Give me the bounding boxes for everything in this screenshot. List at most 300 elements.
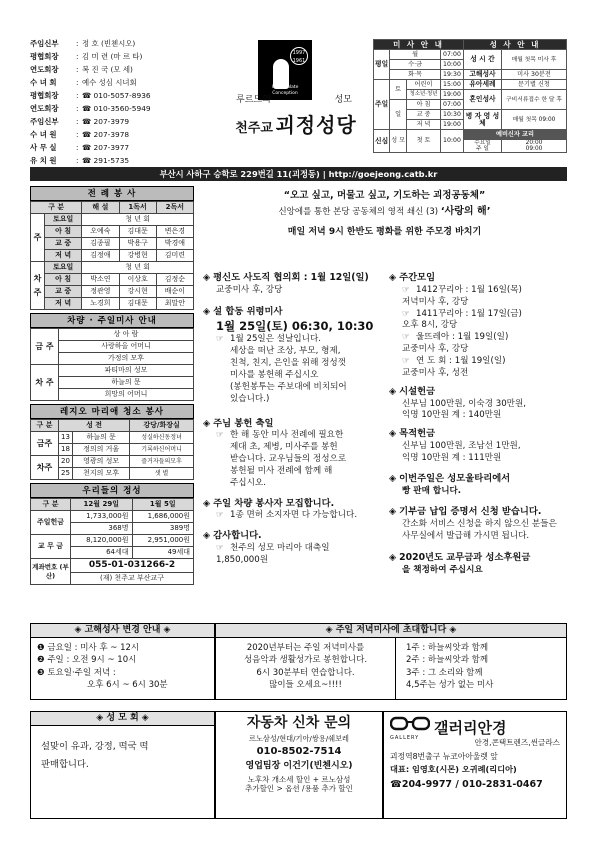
gallery-items: 안경,콘택트렌즈,썬글라스	[474, 737, 560, 747]
liturgy-col: 해 설	[82, 202, 119, 214]
staff-value: ☎ 207-3979	[82, 117, 130, 127]
sched-day: 어린이	[407, 80, 441, 90]
liturgy-reader: 김대문	[119, 226, 156, 238]
catechumen-header: 예비신자 교리	[463, 130, 566, 140]
pointing-hand-icon: ☞	[216, 510, 224, 521]
catechumen-days: 수요일 주 일	[463, 140, 501, 153]
news-item	[203, 418, 378, 490]
offering-count: 368명	[71, 523, 133, 535]
pointing-hand-icon	[216, 466, 228, 478]
news-hand-line	[389, 356, 567, 368]
news-item	[389, 506, 567, 543]
liturgy-mass: 저 녁	[45, 298, 82, 310]
news-title-text: 평신도 사도직 협의회 : 1월 12일(일)	[213, 272, 369, 283]
sched-time: 10:30	[440, 110, 463, 120]
staff-colon: :	[76, 52, 79, 62]
staff-role: 평협회장	[30, 91, 59, 101]
subtitle-pre: 루르드의	[236, 95, 271, 105]
weekday-label: 평일	[374, 50, 390, 80]
pointing-hand-icon: ☞	[216, 430, 224, 441]
pointing-hand-icon	[216, 442, 228, 454]
staff-row	[30, 64, 240, 77]
staff-colon: :	[76, 78, 79, 88]
news-line: 한 해 동안 미사 전례에 필요한	[230, 430, 344, 441]
news-hand-line	[203, 370, 378, 382]
staff-row	[30, 129, 240, 142]
news-line: 교중미사 후, 성전	[402, 367, 469, 378]
diamond-icon: ◈	[203, 530, 211, 542]
staff-row	[30, 142, 240, 155]
mothers-society-title: ◈ 성 모 회 ◈	[30, 711, 215, 726]
news-line: 익명 10만원 계 : 140만원	[402, 410, 502, 421]
sacrament-label: 혼인성사	[463, 90, 501, 110]
liturgy-reader: 김대문	[119, 298, 156, 310]
cleaning-church: 정의의 거울	[73, 444, 130, 456]
change-line: ❷ 주일 : 오전 9시 ~ 10시	[37, 655, 137, 666]
pointing-hand-icon	[216, 394, 228, 406]
news-item	[203, 272, 378, 297]
news-title-text: 2020년도 교무금과 성소후원금	[399, 552, 531, 564]
pointing-hand-icon: ☞	[402, 355, 410, 366]
diamond-icon: ◈	[203, 272, 211, 283]
liturgy-reader: 오예숙	[82, 226, 119, 238]
staff-value: ☎ 010-5057-8936	[82, 91, 151, 101]
quote-line-2: 신앙에를 통한 본당 공동체의 영적 쇄신 (3) ‘사랑의 해’	[278, 206, 491, 218]
confession-change-body	[30, 638, 215, 700]
diamond-icon: ◈	[389, 385, 397, 397]
title-prefix: 천주교	[235, 121, 273, 136]
staff-colon: :	[76, 39, 79, 49]
news-line: 신부님 100만원, 조남선 1만원,	[402, 441, 521, 452]
sacrament-value: 매월 첫목 미사 후	[501, 50, 566, 70]
news-hand-line	[203, 466, 378, 478]
pointing-hand-icon	[216, 382, 228, 394]
news-right	[389, 272, 567, 581]
staff-value: ☎ 010-3560-5949	[82, 104, 151, 114]
mothers-society-box	[30, 711, 215, 819]
liturgy-reader: 강병현	[119, 250, 156, 262]
staff-row	[30, 51, 240, 64]
pointing-hand-icon: ☞	[216, 543, 224, 554]
staff-colon: :	[76, 156, 79, 166]
staff-role: 수 녀 회	[30, 78, 57, 88]
church-logo	[258, 40, 312, 100]
offering-col: 12월 29일	[71, 499, 133, 511]
address-bar: 부산시 사하구 승학로 229번길 11(괴정동) | http://goejeong.catb.kr	[30, 167, 567, 181]
liturgy-table	[30, 201, 194, 310]
news-line: 신부님 100만원, 이숙경 30만원,	[402, 398, 527, 409]
sunday-label: 주일	[374, 80, 390, 130]
news-hand-line	[203, 510, 378, 522]
left-column	[30, 186, 194, 585]
news-hand-line	[203, 334, 378, 346]
sched-day: 화·목	[390, 70, 441, 80]
pointing-hand-icon	[216, 370, 228, 382]
news-hand-line	[203, 454, 378, 466]
subtitle-post: 성모	[334, 95, 352, 105]
news-item	[203, 306, 378, 406]
news-line: 미사를 봉헌해 주십시오	[230, 369, 319, 380]
liturgy-mass: 아 침	[45, 274, 82, 286]
diamond-icon: ◈	[203, 305, 211, 317]
offering-amount: 1,686,000원	[132, 511, 194, 523]
car-note-1: 노후차 개소세 할인 + 르노삼성	[247, 775, 351, 785]
news-title	[203, 418, 378, 431]
confession-change-box	[30, 623, 215, 700]
staff-colon: :	[76, 130, 79, 140]
news-title-text: 주간모임	[399, 272, 436, 283]
liturgy-reader: 강시현	[119, 286, 156, 298]
news-line: 친척, 친지, 은인을 위해 정성껏	[230, 358, 347, 369]
news-highlight: 1월 25일(토) 06:30, 10:30	[216, 318, 374, 333]
news-item	[389, 386, 567, 423]
church-subtitle	[214, 95, 374, 106]
news-title	[389, 473, 567, 486]
cleaning-date: 20	[59, 456, 73, 468]
liturgy-saturday-label: 토요일	[45, 262, 82, 274]
cleaning-col: 강당/화장실	[130, 420, 194, 432]
car-person: 영업팀장 이건기(빈첸시오)	[245, 761, 353, 772]
news-line: 1412꾸리아 : 1월 16일(목)	[416, 284, 522, 295]
news-title-text: 주일 차량 봉사자 모집합니다.	[213, 497, 335, 509]
cleaning-date: 18	[59, 444, 73, 456]
mass-info-header: 미 사 안 내	[374, 40, 464, 50]
sunday-evening-title: ◈ 주일 저녁미사에 초대합니다 ◈	[215, 623, 567, 638]
news-title-text: 시설헌금	[399, 385, 436, 397]
change-line: ❶ 금요일 : 미사 후 ~ 12시	[37, 643, 140, 653]
news-title	[389, 272, 567, 285]
sacrament-value: 미사 30분전	[501, 70, 566, 80]
news-subtitle: 빵 판매 합니다.	[402, 485, 462, 496]
car-ad-title: 자동차 신차 문의	[246, 715, 352, 731]
news-hand-line	[203, 394, 378, 406]
sacrament-label: 성 시 간	[463, 50, 501, 70]
sacrament-value: 구비서류접수 한 달 후	[501, 90, 566, 110]
liturgy-reader: 노경희	[82, 298, 119, 310]
car-note-2: 추가할인 > 옵션 /용품 추가 할인	[245, 784, 353, 794]
staff-role: 사 무 실	[30, 143, 57, 153]
sched-day: 수·금	[390, 60, 441, 70]
confession-change-title: ◈ 고해성사 변경 안내 ◈	[30, 623, 215, 638]
anniversary-seal: 1997 1961	[290, 47, 308, 65]
news-title	[203, 498, 378, 511]
liturgy-reader: 박경애	[156, 238, 193, 250]
pointing-hand-icon: ☞	[402, 308, 410, 319]
news-title-text: 목적헌금	[399, 428, 436, 440]
liturgy-saturday-value: 청 년 회	[82, 214, 194, 226]
sched-time: 15:00	[440, 80, 463, 90]
sched-day: 아 침	[407, 100, 441, 110]
cleaning-next-label: 차주	[31, 456, 59, 480]
sched-day: 월	[390, 50, 441, 60]
staff-colon: :	[76, 104, 79, 114]
sched-time: 19:30	[440, 70, 463, 80]
offering-amount: 8,120,000원	[71, 535, 133, 547]
liturgy-mass: 교 중	[45, 238, 82, 250]
news-title	[389, 506, 567, 519]
sinsim-day: 첫 토	[407, 130, 441, 153]
pointing-hand-icon	[216, 454, 228, 466]
diamond-icon: ◈	[203, 417, 211, 429]
news-hand-line	[203, 430, 378, 442]
liturgy-reader: 김정순	[156, 274, 193, 286]
news-title-text: 기부금 납입 증명서 신청 받습니다.	[399, 506, 542, 518]
vehicle-this-item: 사랑하올 어머니	[59, 341, 194, 353]
news-line: 저녁미사 후, 강당	[402, 296, 469, 307]
cleaning-hall: 샛 별	[130, 468, 194, 480]
car-phone: 010-8502-7514	[256, 746, 342, 758]
staff-row	[30, 38, 240, 51]
staff-value: 예수 성심 시녀회	[82, 78, 137, 88]
news-line: 있습니다.)	[230, 393, 270, 404]
news-item	[389, 473, 567, 498]
offering-title: 우리들의 정성	[30, 483, 194, 498]
vehicle-table	[30, 328, 194, 401]
news-title-text: 감사합니다.	[213, 530, 262, 542]
news-item	[203, 498, 378, 523]
pointing-hand-icon: ☞	[402, 332, 410, 343]
sinsim-label: 신심	[374, 130, 390, 153]
catechumen-times: 20:00 09:00	[501, 140, 566, 153]
pointing-hand-icon: ☞	[216, 334, 224, 345]
news-hand-line	[203, 346, 378, 358]
diamond-icon: ◈	[389, 506, 397, 518]
news-item	[389, 552, 567, 577]
staff-role: 수 녀 원	[30, 130, 57, 140]
car-brands: 르노삼성/현대/기아/쌍용/쉐보레	[249, 733, 349, 743]
sunday-evening-body	[215, 638, 567, 700]
gallery-sub: GALLERY	[390, 734, 420, 741]
diamond-icon: ◈	[389, 272, 397, 283]
staff-role: 유 치 원	[30, 156, 57, 166]
theme-quote	[207, 190, 562, 238]
liturgy-col: 2독서	[156, 202, 193, 214]
liturgy-week-label: 주	[31, 214, 45, 262]
news-title-text: 설 합동 위령미사	[213, 305, 283, 317]
staff-row	[30, 116, 240, 129]
staff-role: 연도회장	[30, 65, 59, 75]
staff-value: ☎ 207-3977	[82, 143, 130, 153]
offering-count: 389명	[132, 523, 194, 535]
news-line: 제대 초, 제병, 미사주를 봉헌	[230, 442, 338, 453]
sched-time: 10:00	[440, 60, 463, 70]
vehicle-this-item: 상 아 람	[59, 329, 194, 341]
news-line: 1,850,000원	[216, 555, 269, 566]
cleaning-col: 성 전	[59, 420, 130, 432]
staff-role: 주임신부	[30, 39, 59, 49]
staff-role: 평협회장	[30, 52, 59, 62]
staff-colon: :	[76, 65, 79, 75]
news-line: 1종 면허 소지자면 다 가능합니다.	[230, 510, 358, 521]
staff-colon: :	[76, 91, 79, 101]
pointing-hand-icon	[216, 358, 228, 370]
sched-day: 청소년·청년	[407, 90, 441, 100]
liturgy-reader: 배순이	[156, 286, 193, 298]
vehicle-next-item: 하늘의 문	[59, 377, 194, 389]
vehicle-this-label: 금 주	[31, 329, 59, 365]
cleaning-date: 25	[59, 468, 73, 480]
cleaning-hall: 기록하신어머니	[130, 444, 194, 456]
liturgy-title: 전 례 봉 사	[30, 186, 194, 201]
liturgy-reader: 변은경	[156, 226, 193, 238]
news-hand-line	[203, 543, 378, 555]
news-line: 교중미사 후, 강당	[216, 284, 283, 295]
news-title	[203, 306, 378, 319]
liturgy-col: 1독서	[119, 202, 156, 214]
quote-line-3: 매일 저녁 9시 한반도 평화를 위한 주모경 바치기	[287, 227, 482, 238]
offering-amount: 2,951,000원	[132, 535, 194, 547]
liturgy-reader: 박소연	[82, 274, 119, 286]
diamond-icon: ◈	[389, 428, 397, 440]
sacrament-label: 유아세례	[463, 80, 501, 90]
liturgy-reader: 김미련	[156, 250, 193, 262]
news-line: 연 도 회 : 1월 19일(일)	[416, 355, 506, 366]
account-number: 055-01-031266-2	[71, 559, 194, 573]
offering-col: 1월 5일	[132, 499, 194, 511]
account-owner: (재) 천주교 부산교구	[71, 573, 194, 585]
offering-label: 주일헌금	[31, 511, 71, 535]
sacrament-value: 문기별 신청	[501, 80, 566, 90]
vehicle-title: 차량 · 주일미사 안내	[30, 313, 194, 328]
news-hand-line	[203, 358, 378, 370]
sacrament-info-header: 성 사 안 내	[463, 40, 566, 50]
gallery-ad	[383, 711, 567, 819]
cleaning-church: 천지의 모후	[73, 468, 130, 480]
diamond-icon: ◈	[389, 472, 397, 484]
news-line: 주십시오.	[230, 477, 266, 488]
staff-role: 주임신부	[30, 117, 59, 127]
sinsim-time: 10:00	[440, 130, 463, 153]
staff-row	[30, 77, 240, 90]
liturgy-saturday-value: 청 년 회	[82, 262, 194, 274]
news-title-text: 주님 봉헌 축일	[213, 417, 274, 429]
liturgy-mass: 저 녁	[45, 250, 82, 262]
staff-list	[30, 38, 240, 168]
news-title	[389, 386, 567, 399]
news-title	[389, 552, 567, 565]
staff-role: 연도회장	[30, 104, 59, 114]
gallery-rep: 대표: 임영호(시몬) 오귀례(리디아)	[390, 764, 517, 775]
news-line: 세상을 떠난 조상, 부모, 형제,	[230, 346, 341, 357]
news-item	[203, 530, 378, 567]
sacrament-label: 고해성사	[463, 70, 501, 80]
news-item	[389, 272, 567, 380]
offering-table	[30, 498, 194, 585]
liturgy-reader: 박용구	[119, 238, 156, 250]
sacrament-value: 매월 첫목 09:00	[501, 110, 566, 130]
gallery-phone: ☎204-9977 / 010-2831-0467	[390, 778, 543, 790]
staff-value: ☎ 291-5735	[82, 156, 130, 166]
news-title-text: 이번주일은 성모울타리에서	[399, 472, 511, 484]
liturgy-reader: 이상호	[119, 274, 156, 286]
staff-row	[30, 90, 240, 103]
sacrament-label: 병 자 영 성 체	[463, 110, 501, 130]
sched-day: 저 녁	[407, 120, 441, 130]
news-line: 익명 10만원 계 : 111만원	[402, 452, 502, 463]
staff-value: 복 진 국 (모 세)	[82, 65, 133, 75]
news-hand-line	[389, 332, 567, 344]
liturgy-saturday-label: 토요일	[45, 214, 82, 226]
staff-row	[30, 103, 240, 116]
vehicle-next-label: 차 주	[31, 365, 59, 401]
news-left	[203, 272, 378, 571]
liturgy-col: 구 분	[31, 202, 82, 214]
sinsim-who: 성 모	[390, 130, 407, 153]
news-line: 오후 8시, 강당	[402, 320, 458, 331]
news-line: 간소화 서비스 신청을 하지 않으신 분들은	[402, 519, 557, 530]
news-hand-line	[389, 309, 567, 321]
news-title	[203, 272, 378, 285]
gallery-title: 갤러리안경	[434, 719, 507, 738]
cleaning-hall: 즐거자들의모후	[130, 456, 194, 468]
offering-label: 교 무 금	[31, 535, 71, 559]
change-line: 오후 6시 ~ 6시 30분	[87, 679, 168, 690]
change-line: ❸ 토요일·주일 저녁 :	[37, 667, 116, 678]
glasses-icon	[390, 716, 430, 732]
liturgy-reader: 김종필	[82, 238, 119, 250]
news-title	[203, 530, 378, 543]
news-line: (봉헌봉투는 주보대에 비치되어	[230, 381, 347, 392]
news-title	[389, 428, 567, 441]
liturgy-mass: 교 중	[45, 286, 82, 298]
sched-time: 07:00	[440, 100, 463, 110]
news-line: 받습니다. 교우님들의 정성으로	[230, 454, 347, 465]
news-line: 천주의 성모 마리아 대축일	[230, 543, 330, 554]
account-label: 계좌번호 (부산)	[31, 559, 71, 585]
news-subtitle: 을 책정하여 주십시요	[402, 564, 483, 575]
cleaning-church: 하늘의 문	[73, 432, 130, 444]
news-line: 사무실에서 발급해 가시면 됩니다.	[402, 531, 530, 542]
sched-time: 19:00	[440, 120, 463, 130]
cleaning-col: 구 분	[31, 420, 59, 432]
news-hand-line	[203, 442, 378, 454]
diamond-icon: ◈	[203, 497, 211, 509]
cleaning-table	[30, 419, 194, 480]
offering-col: 구 분	[31, 499, 71, 511]
offering-count: 49세대	[132, 547, 194, 559]
gallery-logo	[390, 716, 430, 741]
vehicle-this-item: 가정의 모후	[59, 353, 194, 365]
news-line: 울뜨레아 : 1월 19일(일)	[416, 332, 509, 343]
vehicle-next-item: 희망의 어머니	[59, 389, 194, 401]
staff-value: 김 미 련 (마 르 타)	[82, 52, 143, 62]
cleaning-date: 13	[59, 432, 73, 444]
diamond-icon: ◈	[389, 552, 397, 564]
staff-colon: :	[76, 117, 79, 127]
liturgy-reader: 정관영	[82, 286, 119, 298]
title-name: 괴정성당	[275, 113, 357, 137]
cleaning-church: 영광의 성모	[73, 456, 130, 468]
news-hand-line	[203, 478, 378, 490]
cleaning-this-label: 금주	[31, 432, 59, 456]
news-line: 1411꾸리아 : 1월 17일(금)	[416, 308, 522, 319]
news-line: 1월 25일은 설날입니다.	[230, 334, 322, 345]
news-line: 교중미사 후, 강당	[402, 344, 469, 355]
cleaning-hall: 성실하신동정녀	[130, 432, 194, 444]
cleaning-title: 레지오 마리애 청소 봉사	[30, 404, 194, 419]
mass-schedule-table: 미 사 안 내 성 사 안 내 평일 월 07:00 성 시 간 매월 첫목 미사 후 수·금 10:00 화·목 19:30 고해성사 미사 30분전 주일 토 어린이 15:00 유아세례 문기별 신청 청소년·청년 19:00 혼인성사 구비서류접수 한 달 후 일 아 침 07:00 교 중 10:30 병 자 영 성 체 매월 첫목 09:00 저 녁 19:00 신심 성 모 첫 토 10:00 예비신자 교리 수요일 주 일 20:00 09:00	[373, 39, 567, 153]
car-ad	[215, 711, 383, 819]
logo-caption: Immaculate Conception	[271, 85, 299, 96]
mothers-society-body: 설맞이 유과, 강정, 떡국 떡 판매합니다.	[30, 726, 215, 819]
gallery-address: 괴정역8번출구 뉴코아아울렛 앞	[390, 751, 498, 761]
sunday-evening-box	[215, 623, 567, 700]
staff-value: ☎ 207-3978	[82, 130, 130, 140]
liturgy-mass: 아 침	[45, 226, 82, 238]
liturgy-week-label: 차주	[31, 262, 45, 310]
news-line: 봉헌될 미사 전례에 함께 해	[230, 465, 333, 476]
pointing-hand-icon: ☞	[402, 284, 410, 295]
